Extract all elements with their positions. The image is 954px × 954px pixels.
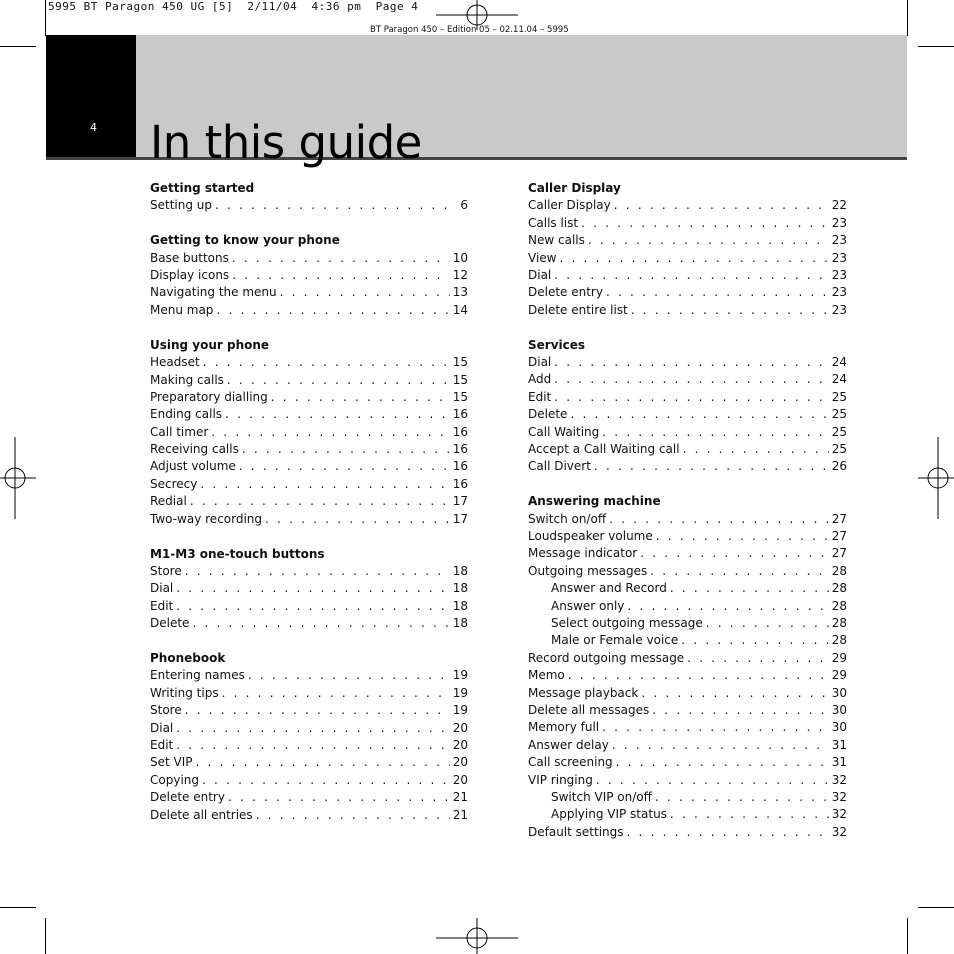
- toc-entry-page-number: 32: [831, 824, 847, 839]
- toc-dot-leader: [588, 232, 829, 249]
- toc-entry-page-number: 25: [831, 389, 847, 404]
- toc-section-m1-m3-one-touch-buttons: [150, 546, 468, 633]
- toc-entry-label: Calls list: [528, 215, 579, 230]
- toc-entry: [528, 371, 847, 388]
- toc-entry: [528, 702, 847, 719]
- toc-entry-page-number: 27: [831, 529, 847, 544]
- toc-entry-page-number: 18: [452, 581, 468, 596]
- toc-entry-page-number: 20: [452, 737, 468, 752]
- toc-entry: [528, 197, 847, 214]
- toc-entry: [528, 667, 847, 684]
- toc-entry: [528, 598, 847, 615]
- toc-entry: [150, 493, 468, 510]
- toc-section-heading: Caller Display: [528, 181, 621, 195]
- toc-entry-label: Edit: [528, 389, 552, 404]
- toc-entry-page-number: 19: [452, 685, 468, 700]
- toc-entry: [528, 650, 847, 667]
- toc-entry-label: New calls: [528, 233, 585, 248]
- toc-entry-page-number: 22: [831, 198, 847, 213]
- toc-entry-page-number: 29: [831, 650, 847, 665]
- toc-entry: [528, 302, 847, 319]
- toc-entry-page-number: 30: [831, 685, 847, 700]
- toc-dot-leader: [176, 720, 449, 737]
- toc-entry: [528, 824, 847, 841]
- toc-entry-label: Record outgoing message: [528, 650, 685, 665]
- toc-entry-page-number: 31: [831, 755, 847, 770]
- toc-entry: [150, 458, 468, 475]
- toc-entry-label: Navigating the menu: [150, 285, 277, 300]
- toc-entry-label: Message playback: [528, 685, 639, 700]
- toc-entry-label: Delete all entries: [150, 807, 253, 822]
- toc-dot-leader: [570, 406, 828, 423]
- toc-entry-page-number: 23: [831, 233, 847, 248]
- toc-entry-label: Delete: [528, 407, 568, 422]
- toc-entry: [528, 754, 847, 771]
- toc-dot-leader: [614, 197, 829, 214]
- toc-entry-page-number: 23: [831, 250, 847, 265]
- toc-entry-page-number: 18: [452, 616, 468, 631]
- toc-entry-label: Call Waiting: [528, 424, 600, 439]
- toc-entry-label: Ending calls: [150, 407, 223, 422]
- registration-mark-top-icon: [436, 0, 518, 30]
- toc-dot-leader: [248, 667, 450, 684]
- toc-entry: [150, 754, 468, 771]
- toc-entry-label: Answer delay: [528, 737, 609, 752]
- toc-entry: [150, 580, 468, 597]
- toc-entry: [150, 441, 468, 458]
- toc-entry-page-number: 19: [452, 703, 468, 718]
- toc-dot-leader: [612, 737, 829, 754]
- toc-entry-page-number: 25: [831, 407, 847, 422]
- toc-entry: [528, 685, 847, 702]
- toc-entry-page-number: 30: [831, 702, 847, 717]
- toc-entry: [528, 737, 847, 754]
- toc-dot-leader: [616, 754, 829, 771]
- toc-entry-page-number: 16: [452, 459, 468, 474]
- crop-mark-bottom-right-vertical: [907, 918, 908, 954]
- toc-dot-leader: [568, 667, 829, 684]
- crop-mark-bottom-left-vertical: [45, 918, 46, 954]
- toc-entry: [528, 215, 847, 232]
- toc-entry-label: Writing tips: [150, 685, 219, 700]
- toc-entry-label: Delete: [150, 616, 190, 631]
- registration-mark-left-icon: [0, 437, 36, 519]
- toc-entry: [528, 719, 847, 736]
- toc-dot-leader: [627, 824, 829, 841]
- toc-entry-label: Display icons: [150, 268, 230, 283]
- toc-entry-page-number: 29: [831, 668, 847, 683]
- toc-entry: [528, 580, 847, 597]
- toc-dot-leader: [554, 371, 828, 388]
- toc-entry: [528, 424, 847, 441]
- toc-entry: [528, 528, 847, 545]
- toc-entry-label: Set VIP: [150, 755, 193, 770]
- toc-entry: [528, 632, 847, 649]
- toc-dot-leader: [192, 615, 449, 632]
- toc-entry-page-number: 32: [831, 789, 847, 804]
- registration-mark-right-icon: [918, 437, 954, 519]
- toc-entry: [528, 806, 847, 823]
- toc-dot-leader: [706, 615, 829, 632]
- toc-entry: [528, 563, 847, 580]
- toc-entry-page-number: 28: [831, 581, 847, 596]
- toc-entry-page-number: 32: [831, 807, 847, 822]
- toc-dot-leader: [200, 476, 449, 493]
- toc-entry-label: Delete entry: [528, 285, 603, 300]
- toc-dot-leader: [554, 389, 828, 406]
- toc-entry: [150, 424, 468, 441]
- toc-entry-page-number: 24: [831, 372, 847, 387]
- toc-entry-page-number: 28: [831, 563, 847, 578]
- toc-dot-leader: [554, 354, 828, 371]
- toc-section-heading: Getting to know your phone: [150, 233, 340, 248]
- toc-entry-label: Adjust volume: [150, 459, 236, 474]
- toc-entry: [150, 372, 468, 389]
- toc-entry: [150, 772, 468, 789]
- toc-section-getting-started: [150, 180, 468, 215]
- toc-entry-label: Entering names: [150, 668, 245, 683]
- toc-entry-page-number: 28: [831, 615, 847, 630]
- edition-line: BT Paragon 450 – Edition 05 – 02.11.04 – 5995: [370, 25, 569, 35]
- toc-entry-label: Male or Female voice: [551, 633, 679, 648]
- toc-entry: [150, 267, 468, 284]
- toc-dot-leader: [581, 215, 829, 232]
- toc-entry-page-number: 16: [452, 424, 468, 439]
- toc-entry-label: Switch on/off: [528, 511, 607, 526]
- toc-dot-leader: [683, 441, 829, 458]
- toc-entry: [150, 197, 468, 214]
- toc-entry-label: Default settings: [528, 824, 624, 839]
- toc-entry-label: Accept a Call Waiting call: [528, 441, 680, 456]
- toc-section-getting-to-know-your-phone: [150, 232, 468, 319]
- toc-section-heading: Services: [528, 337, 586, 352]
- toc-entry: [150, 667, 468, 684]
- toc-entry: [150, 789, 468, 806]
- toc-entry-label: Applying VIP status: [551, 807, 667, 822]
- toc-entry-page-number: 27: [831, 546, 847, 561]
- toc-entry: [528, 511, 847, 528]
- toc-entry-page-number: 23: [831, 285, 847, 300]
- toc-entry-page-number: 31: [831, 737, 847, 752]
- toc-dot-leader: [228, 789, 450, 806]
- toc-dot-leader: [652, 702, 828, 719]
- toc-dot-leader: [265, 511, 450, 528]
- toc-entry-page-number: 24: [831, 355, 847, 370]
- toc-dot-leader: [670, 580, 829, 597]
- toc-dot-leader: [559, 250, 828, 267]
- toc-left-column: [150, 180, 468, 841]
- toc-entry-label: Dial: [528, 267, 552, 282]
- toc-dot-leader: [670, 806, 829, 823]
- toc-entry-label: Dial: [150, 581, 174, 596]
- toc-entry: [528, 267, 847, 284]
- toc-dot-leader: [190, 493, 450, 510]
- toc-dot-leader: [176, 580, 449, 597]
- toc-entry-page-number: 23: [831, 267, 847, 282]
- toc-entry: [528, 354, 847, 371]
- header-page-tab: [46, 35, 136, 157]
- toc-dot-leader: [203, 354, 450, 371]
- toc-entry-page-number: 18: [452, 598, 468, 613]
- toc-entry-label: Call Divert: [528, 459, 591, 474]
- toc-entry-label: Two-way recording: [150, 511, 263, 526]
- toc-entry-label: VIP ringing: [528, 772, 593, 787]
- toc-dot-leader: [222, 685, 450, 702]
- toc-entry: [150, 737, 468, 754]
- toc-entry-label: Answer and Record: [551, 581, 667, 596]
- toc-entry: [150, 284, 468, 301]
- toc-entry-label: Secrecy: [150, 476, 198, 491]
- toc-entry-page-number: 16: [452, 476, 468, 491]
- toc-entry-page-number: 30: [831, 720, 847, 735]
- toc-entry: [150, 685, 468, 702]
- toc-entry-page-number: 14: [452, 302, 468, 317]
- toc-entry-page-number: 15: [452, 355, 468, 370]
- toc-entry-page-number: 17: [452, 511, 468, 526]
- toc-dot-leader: [606, 284, 829, 301]
- toc-entry-label: Store: [150, 703, 182, 718]
- toc-entry-page-number: 20: [452, 772, 468, 787]
- toc-dot-leader: [232, 267, 450, 284]
- toc-entry: [528, 284, 847, 301]
- toc-entry: [528, 389, 847, 406]
- toc-entry-page-number: 19: [452, 668, 468, 683]
- toc-entry-label: Outgoing messages: [528, 563, 648, 578]
- toc-dot-leader: [239, 458, 450, 475]
- toc-entry: [528, 615, 847, 632]
- page-title: In this guide: [150, 116, 422, 170]
- registration-mark-bottom-icon: [436, 918, 518, 954]
- toc-entry-label: Preparatory dialling: [150, 389, 268, 404]
- toc-dot-leader: [602, 424, 828, 441]
- toc-entry-label: Select outgoing message: [551, 615, 703, 630]
- toc-entry-label: Headset: [150, 355, 200, 370]
- toc-entry-page-number: 20: [452, 755, 468, 770]
- toc-dot-leader: [215, 197, 457, 214]
- toc-entry-page-number: 21: [452, 790, 468, 805]
- crop-mark-top-right-horizontal: [918, 46, 954, 47]
- toc-dot-leader: [216, 302, 449, 319]
- toc-dot-leader: [656, 528, 829, 545]
- toc-dot-leader: [227, 372, 450, 389]
- toc-entry: [150, 598, 468, 615]
- toc-dot-leader: [687, 650, 829, 667]
- crop-mark-top-left-horizontal: [0, 46, 36, 47]
- toc-entry: [528, 406, 847, 423]
- toc-entry: [150, 615, 468, 632]
- toc-entry-label: Store: [150, 563, 182, 578]
- toc-entry-page-number: 12: [452, 268, 468, 283]
- toc-entry-label: Call timer: [150, 424, 209, 439]
- toc-dot-leader: [225, 406, 450, 423]
- toc-entry-page-number: 25: [831, 424, 847, 439]
- toc-entry-page-number: 25: [831, 441, 847, 456]
- toc-entry-page-number: 23: [831, 302, 847, 317]
- toc-entry-page-number: 28: [831, 633, 847, 648]
- page-number: 4: [90, 121, 97, 134]
- toc-right-column: [528, 180, 847, 859]
- toc-entry-label: Edit: [150, 737, 174, 752]
- toc-dot-leader: [554, 267, 828, 284]
- toc-entry-page-number: 16: [452, 407, 468, 422]
- toc-dot-leader: [185, 702, 450, 719]
- toc-entry-page-number: 15: [452, 372, 468, 387]
- toc-entry: [150, 807, 468, 824]
- toc-entry: [528, 458, 847, 475]
- toc-entry-label: Copying: [150, 772, 199, 787]
- toc-entry: [528, 772, 847, 789]
- toc-entry: [150, 354, 468, 371]
- toc-entry: [150, 720, 468, 737]
- toc-entry-page-number: 17: [452, 494, 468, 509]
- toc-entry-page-number: 6: [460, 198, 468, 213]
- toc-section-heading: Answering machine: [528, 494, 661, 509]
- toc-section-using-your-phone: [150, 337, 468, 528]
- toc-entry-page-number: 27: [831, 511, 847, 526]
- toc-entry: [528, 232, 847, 249]
- toc-entry: [150, 563, 468, 580]
- toc-entry: [150, 702, 468, 719]
- toc-entry: [528, 545, 847, 562]
- toc-section-heading: M1-M3 one-touch buttons: [150, 546, 325, 561]
- toc-entry-page-number: 16: [452, 442, 468, 457]
- crop-mark-bottom-left-horizontal: [0, 907, 36, 908]
- toc-entry-label: Edit: [150, 598, 174, 613]
- toc-section-answering-machine: [528, 493, 847, 841]
- toc-dot-leader: [609, 511, 829, 528]
- toc-dot-leader: [641, 685, 828, 702]
- toc-entry-page-number: 28: [831, 598, 847, 613]
- toc-entry-page-number: 21: [452, 807, 468, 822]
- toc-dot-leader: [280, 284, 450, 301]
- toc-entry-page-number: 13: [452, 285, 468, 300]
- toc-dot-leader: [627, 598, 828, 615]
- print-slug-line: 5995 BT Paragon 450 UG [5] 2/11/04 4:36 pm Page 4: [48, 0, 419, 13]
- toc-entry-label: Dial: [528, 355, 552, 370]
- toc-dot-leader: [256, 807, 450, 824]
- toc-dot-leader: [650, 563, 828, 580]
- toc-dot-leader: [242, 441, 450, 458]
- toc-entry: [150, 302, 468, 319]
- toc-dot-leader: [631, 302, 829, 319]
- toc-entry-label: Receiving calls: [150, 442, 239, 457]
- toc-section-heading: Getting started: [150, 181, 255, 195]
- toc-section-phonebook: [150, 650, 468, 824]
- toc-section-heading: Phonebook: [150, 650, 226, 665]
- toc-entry-label: Delete entry: [150, 790, 225, 805]
- crop-mark-top-left-vertical: [45, 0, 46, 36]
- toc-entry-page-number: 10: [452, 250, 468, 265]
- toc-dot-leader: [185, 563, 450, 580]
- toc-dot-leader: [176, 598, 449, 615]
- toc-entry-label: Setting up: [150, 198, 213, 213]
- toc-entry-page-number: 23: [831, 215, 847, 230]
- toc-dot-leader: [594, 458, 829, 475]
- toc-entry-label: Delete all messages: [528, 702, 650, 717]
- toc-entry-page-number: 15: [452, 389, 468, 404]
- toc-dot-leader: [596, 772, 829, 789]
- toc-entry-label: Memory full: [528, 720, 600, 735]
- toc-entry-page-number: 20: [452, 720, 468, 735]
- toc-entry-label: View: [528, 250, 557, 265]
- toc-dot-leader: [602, 719, 829, 736]
- toc-section-services: [528, 337, 847, 476]
- toc-dot-leader: [202, 772, 450, 789]
- toc-entry-label: Base buttons: [150, 250, 229, 265]
- toc-entry: [150, 511, 468, 528]
- toc-dot-leader: [271, 389, 450, 406]
- toc-entry-label: Redial: [150, 494, 187, 509]
- toc-entry-label: Delete entire list: [528, 302, 628, 317]
- toc-entry-label: Answer only: [551, 598, 625, 613]
- toc-entry-label: Loudspeaker volume: [528, 529, 653, 544]
- toc-entry-page-number: 18: [452, 563, 468, 578]
- toc-entry-page-number: 26: [831, 459, 847, 474]
- toc-entry-label: Call screening: [528, 755, 613, 770]
- toc-dot-leader: [211, 424, 449, 441]
- toc-section-caller-display: [528, 180, 847, 319]
- crop-mark-top-right-vertical: [907, 0, 908, 36]
- toc-entry: [150, 406, 468, 423]
- toc-entry-label: Memo: [528, 668, 565, 683]
- toc-entry-label: Message indicator: [528, 546, 638, 561]
- toc-entry-label: Menu map: [150, 302, 214, 317]
- toc-dot-leader: [176, 737, 449, 754]
- toc-dot-leader: [640, 545, 828, 562]
- toc-entry: [150, 389, 468, 406]
- toc-entry-label: Switch VIP on/off: [551, 789, 652, 804]
- toc-entry-label: Caller Display: [528, 198, 611, 213]
- toc-entry: [528, 441, 847, 458]
- toc-entry-label: Dial: [150, 720, 174, 735]
- toc-dot-leader: [196, 754, 450, 771]
- toc-section-heading: Using your phone: [150, 337, 270, 352]
- toc-dot-leader: [681, 632, 828, 649]
- toc-dot-leader: [232, 250, 450, 267]
- toc-entry-page-number: 32: [831, 772, 847, 787]
- toc-entry: [528, 789, 847, 806]
- toc-entry: [150, 476, 468, 493]
- toc-entry: [150, 250, 468, 267]
- toc-entry-label: Add: [528, 372, 552, 387]
- crop-mark-bottom-right-horizontal: [918, 907, 954, 908]
- toc-entry-label: Making calls: [150, 372, 224, 387]
- toc-dot-leader: [655, 789, 829, 806]
- toc-entry: [528, 250, 847, 267]
